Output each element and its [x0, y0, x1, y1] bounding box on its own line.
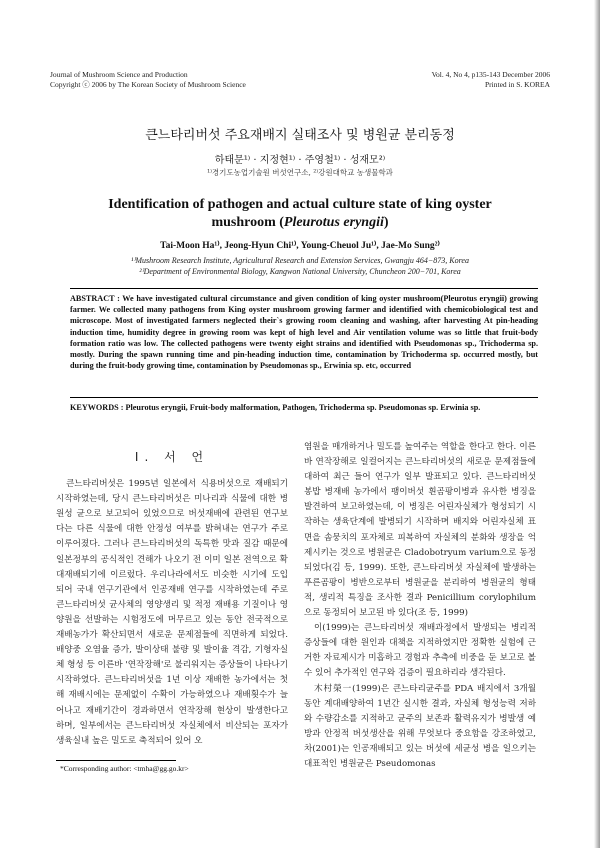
corresponding-author-footnote: *Corresponding author: <tmha@gg.go.kr> — [60, 764, 189, 773]
abstract-bottom-rule — [70, 397, 538, 398]
abstract: ABSTRACT : We have investigated cultural circumstance and given condition of king oyster mushroom(Pleurotus eryngii) growing farmer. We collected many pathogens from King oyster mushroom growing farmer and identified with chemicobiological test and microscope. Most of investigated farmers neglected their`s growing room cleaning and washing, after harvesting At pin-heading induction time, humidity degree in growing room was kept of high level and Air ventilation volume was so little that fruit-body formation ratio was low. The collected pathogens were twenty eight strains and identified with Pseudomonas sp., Trichoderma sp. mostly. During the spawn running time and pin-heading induction time, contamination by Trichoderma sp. occurred mostly, but during the fruit-body growing time, contamination by Pseudomonas sp., Erwinia sp. etc, occurred — [70, 294, 538, 371]
english-title-line1: Identification of pathogen and actual culture state of king oyster — [108, 197, 492, 212]
korean-title: 큰느타리버섯 주요재배지 실태조사 및 병원균 분리동정 — [145, 128, 455, 143]
footnote-rule — [56, 760, 176, 761]
abstract-top-rule — [70, 288, 538, 289]
title-part: mushroom ( — [211, 215, 284, 230]
journal-name: Journal of Mushroom Science and Production — [50, 70, 188, 79]
affiliation-1: ¹⁾Mushroom Research Institute, Agricultural Research and Extension Services, Gwangju 464−873, Korea — [131, 256, 469, 265]
english-title-line2 — [0, 214, 600, 232]
title-part-end: ) — [383, 215, 389, 230]
title-species: Pleurotus eryngii — [283, 215, 384, 230]
paragraph: 木村榮一(1999)은 큰느타리균주를 PDA 배지에서 3개월동안 계대배양하여 1년간 실시한 결과, 자실체 형성능력 저하와 수량감소를 지적하고 균주의 보존과 활력유지가 병발생 예방과 안정적 버섯생산을 위해 무엇보다 중요함을 강조하였고, 차(2001)는 인공재배되고 있는 버섯에 세균성 병을 일으키는 대표적인 병원균은 Pseudomonas — [304, 683, 536, 769]
journal-header-left — [50, 70, 246, 90]
affiliation-2: ²⁾Department of Environmental Biology, Kangwon National University, Chuncheon 200−701, Korea — [139, 267, 461, 276]
journal-header-right — [432, 70, 550, 90]
paragraph: 염원을 매개하거나 밀도를 높여주는 역할을 한다고 한다. 이른바 연작장해로 일컬어지는 큰느타리버섯의 새로운 문제점들에 대하여 최근 들어 연구가 일부 발표되고 있다. 큰느타리버섯 봉밥 병재배 농가에서 팽이버섯 흰곰팡이병과 유사한 병징을 발견하여 보고하였는데, 이 병징은 어린자실체가 형성되기 시작하는 생육단계에 발병되기 시작하며 배지와 어린자실체 표면을 솜뭉치의 포자체로 피복하여 자실체의 분화와 생장을 억제시키는 것으로 병원균은 Cladobotryum varium으로 동정되었다(김 등, 1999). 또한, 큰느타리버섯 자실체에 발생하는 푸른곰팡이 병반으로부터 병원균을 분리하여 병원균의 형태적, 생리적 특징을 조사한 결과 Penicillium corylophilum으로 동정되어 보고된 바 있다(조 등, 1999) — [304, 442, 536, 619]
english-affiliations — [0, 255, 600, 277]
english-title — [0, 196, 600, 232]
copyright-line: Copyright ⓒ 2006 by The Korean Society of Mushroom Science — [50, 80, 246, 89]
korean-affiliations: ¹⁾경기도농업기술원 버섯연구소, ²⁾강원대학교 농생물학과 — [207, 168, 393, 177]
korean-authors: 하태문¹⁾ · 지정현¹⁾ · 주영철¹⁾ · 성재모²⁾ — [214, 155, 386, 166]
paragraph: 이(1999)는 큰느타리버섯 재배과정에서 발생되는 병리적 증상들에 대한 원인과 대책을 지적하였지만 정확한 실험에 근거한 자료제시가 미흡하고 경험과 추측에 비중을 둔 보고로 볼 수 있어 추가적인 연구와 검증이 필요하리라 생각된다. — [304, 623, 536, 679]
volume-line: Vol. 4, No 4, p135-143 December 2006 — [431, 70, 550, 79]
keywords: KEYWORDS : Pleurotus eryngii, Fruit-body malformation, Pathogen, Trichoderma sp. Pseudomonas sp. Erwinia sp. — [70, 403, 481, 412]
paragraph: 큰느타리버섯은 1995년 일본에서 식용버섯으로 재배되기 시작하였는데, 당시 큰느타리버섯은 미나리과 식물에 대한 병원성 균으로 보고되어 있었으므로 버섯재배에 관련된 연구보다는 다른 식물에 대한 안정성 여부를 밝혀내는 연구가 주로 이루어졌다. 그러나 큰느타리버섯의 독특한 맛과 질감 때문에 일본정부의 공식적인 견해가 나오기 전 이미 일본 전역으로 확대재배되기에 이르렀다. 우리나라에서도 비슷한 시기에 도입되어 국내 연구기관에서 인공재배 연구를 시작하였는데 주로 큰느타리버섯 균사체의 영양생리 및 적정 재배용 기질이나 영양원을 선발하는 시험정도에 머무르고 있는 동안 전국적으로 재배농가가 확산되면서 새로운 문제점들에 직면하게 되었다. 배양중 오염율 증가, 발이상태 불량 및 발이율 격감, 기형자실체 형성 등 이른바 '연작장해'로 불리워지는 증상들이 나타나기 시작하였다. 큰느타리버섯을 1년 이상 재배한 농가에서는 첫해 재배시에는 문제없이 수확이 가능하였으나 재배횟수가 늘어나고 재배기간이 경과하면서 연작장해 현상이 발생한다고 하며, 일부에서는 큰느타리버섯 자실체에서 비산되는 포자가 생육실내 높은 밀도로 축적되어 있어 오 — [56, 479, 288, 746]
body-left-column — [56, 440, 288, 749]
body-right-column — [304, 440, 536, 772]
section-title: Ⅰ. 서 언 — [134, 450, 210, 464]
english-authors: Tai-Moon Ha¹⁾, Jeong-Hyun Chi¹⁾, Young-Cheuol Ju¹⁾, Jae-Mo Sung²⁾ — [160, 241, 440, 251]
printed-line: Printed in S. KOREA — [484, 80, 550, 89]
